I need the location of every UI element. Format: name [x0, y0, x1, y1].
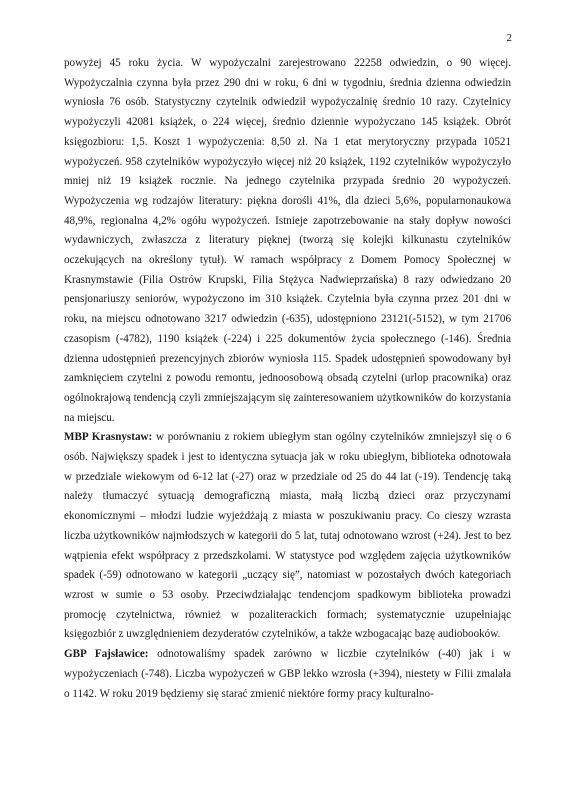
- paragraph-text: odnotowaliśmy spadek zarówno w liczbie czytelników (-40) jak i w wypożyczeniach (-748). Liczba wypożyczeń w GBP lekko wzrosła (+394), niestety w Filii zmalała o 1142. W roku 2019 będziemy się starać zmienić niektóre formy pracy kulturalno-: [64, 648, 511, 700]
- paragraph-gbp-fajslawice: [64, 645, 511, 704]
- section-heading: MBP Krasnystaw:: [64, 431, 153, 444]
- paragraph-text: w porównaniu z rokiem ubiegłym stan ogólny czytelników zmniejszył się o 6 osób. Największy spadek i jest to identyczna sytuacja jak w roku ubiegłym, biblioteka odnotowała w przedziale wiekowym od 6-12 lat (-27) oraz w przedziale od 25 do 44 lat (-19). Tendencję taką należy tłumaczyć sytuacją demograficzną miasta, małą liczbą dzieci oraz przyczynami ekonomicznymi – młodzi ludzie wyjeżdżają z miasta w poszukiwaniu pracy. Co cieszy wzrasta liczba użytkowników najmłodszych w kategorii do 5 lat, tutaj odnotowano wzrost (+24). Jest to bez wątpienia efekt współpracy z przedszkolami. W statystyce pod względem zajęcia użytkowników spadek (-59) odnotowano w kategorii „uczący się”, natomiast w pozostałych dwóch kategoriach wzrost w sumie o 53 osoby. Przeciwdziałając tendencjom spadkowym biblioteka prowadzi promocję czytelnictwa, również w pozaliterackich formach; systematycznie uzupełniając księgozbiór z uwzględnieniem dezyderatów czytelników, a także wzbogacając bazę audiobooków.: [64, 431, 511, 641]
- page-number: 2: [506, 32, 512, 44]
- paragraph-wypozyczalnia: powyżej 45 roku życia. W wypożyczalni zarejestrowano 22258 odwiedzin, o 90 więcej. Wypożyczalnia czynna była przez 290 dni w roku, 6 dni w tygodniu, średnia dzienna odwiedzin wyniosła 76 osób. Statystyczny czytelnik odwiedził wypożyczalnię średnio 10 razy. Czytelnicy wypożyczyli 42081 książek, o 224 więcej, średnio dziennie wypożyczano 145 książek. Obrót księgozbioru: 1,5. Koszt 1 wypożyczenia: 8,50 zł. Na 1 etat merytoryczny przypada 10521 wypożyczeń. 958 czytelników wypożyczyło więcej niż 20 książek, 1192 czytelników wypożyczyło mniej niż 19 książek rocznie. Na jednego czytelnika przypada średnio 20 wypożyczeń. Wypożyczenia wg rodzajów literatury: piękna dorośli 41%, dla dzieci 5,6%, popularnonaukowa 48,9%, regionalna 4,2% ogółu wypożyczeń. Istnieje zapotrzebowanie na stały dopływ nowości wydawniczych, zwłaszcza z literatury pięknej (tworzą się kolejki kilkunastu czytelników oczekujących na określony tytuł). W ramach współpracy z Domem Pomocy Społecznej w Krasnymstawie (Filia Ostrów Krupski, Filia Stężyca Nadwieprzańska) 8 razy odwiedzano 20 pensjonariuszy seniorów, wypożyczono im 310 książek. Czytelnia była czynna przez 201 dni w roku, na miejscu odnotowano 3217 odwiedzin (-635), udostępniono 23121(-5152), w tym 21706 czasopism (-4782), 1190 książek (-224) i 225 dokumentów życia społecznego (-146). Średnia dzienna udostępnień prezencyjnych zbiorów wyniosła 115. Spadek udostępnień spowodowany był zamknięciem czytelni z powodu remontu, jednoosobową obsadą czytelni (urlop pracownika) oraz ogólnokrajową tendencją czyli zmniejszającym się zainteresowaniem użytkowników do korzystania na miejscu.: [64, 57, 511, 424]
- body-text: [64, 54, 511, 704]
- section-heading: GBP Fajsławice:: [64, 648, 149, 661]
- paragraph-mbp-krasnystaw: [64, 428, 511, 645]
